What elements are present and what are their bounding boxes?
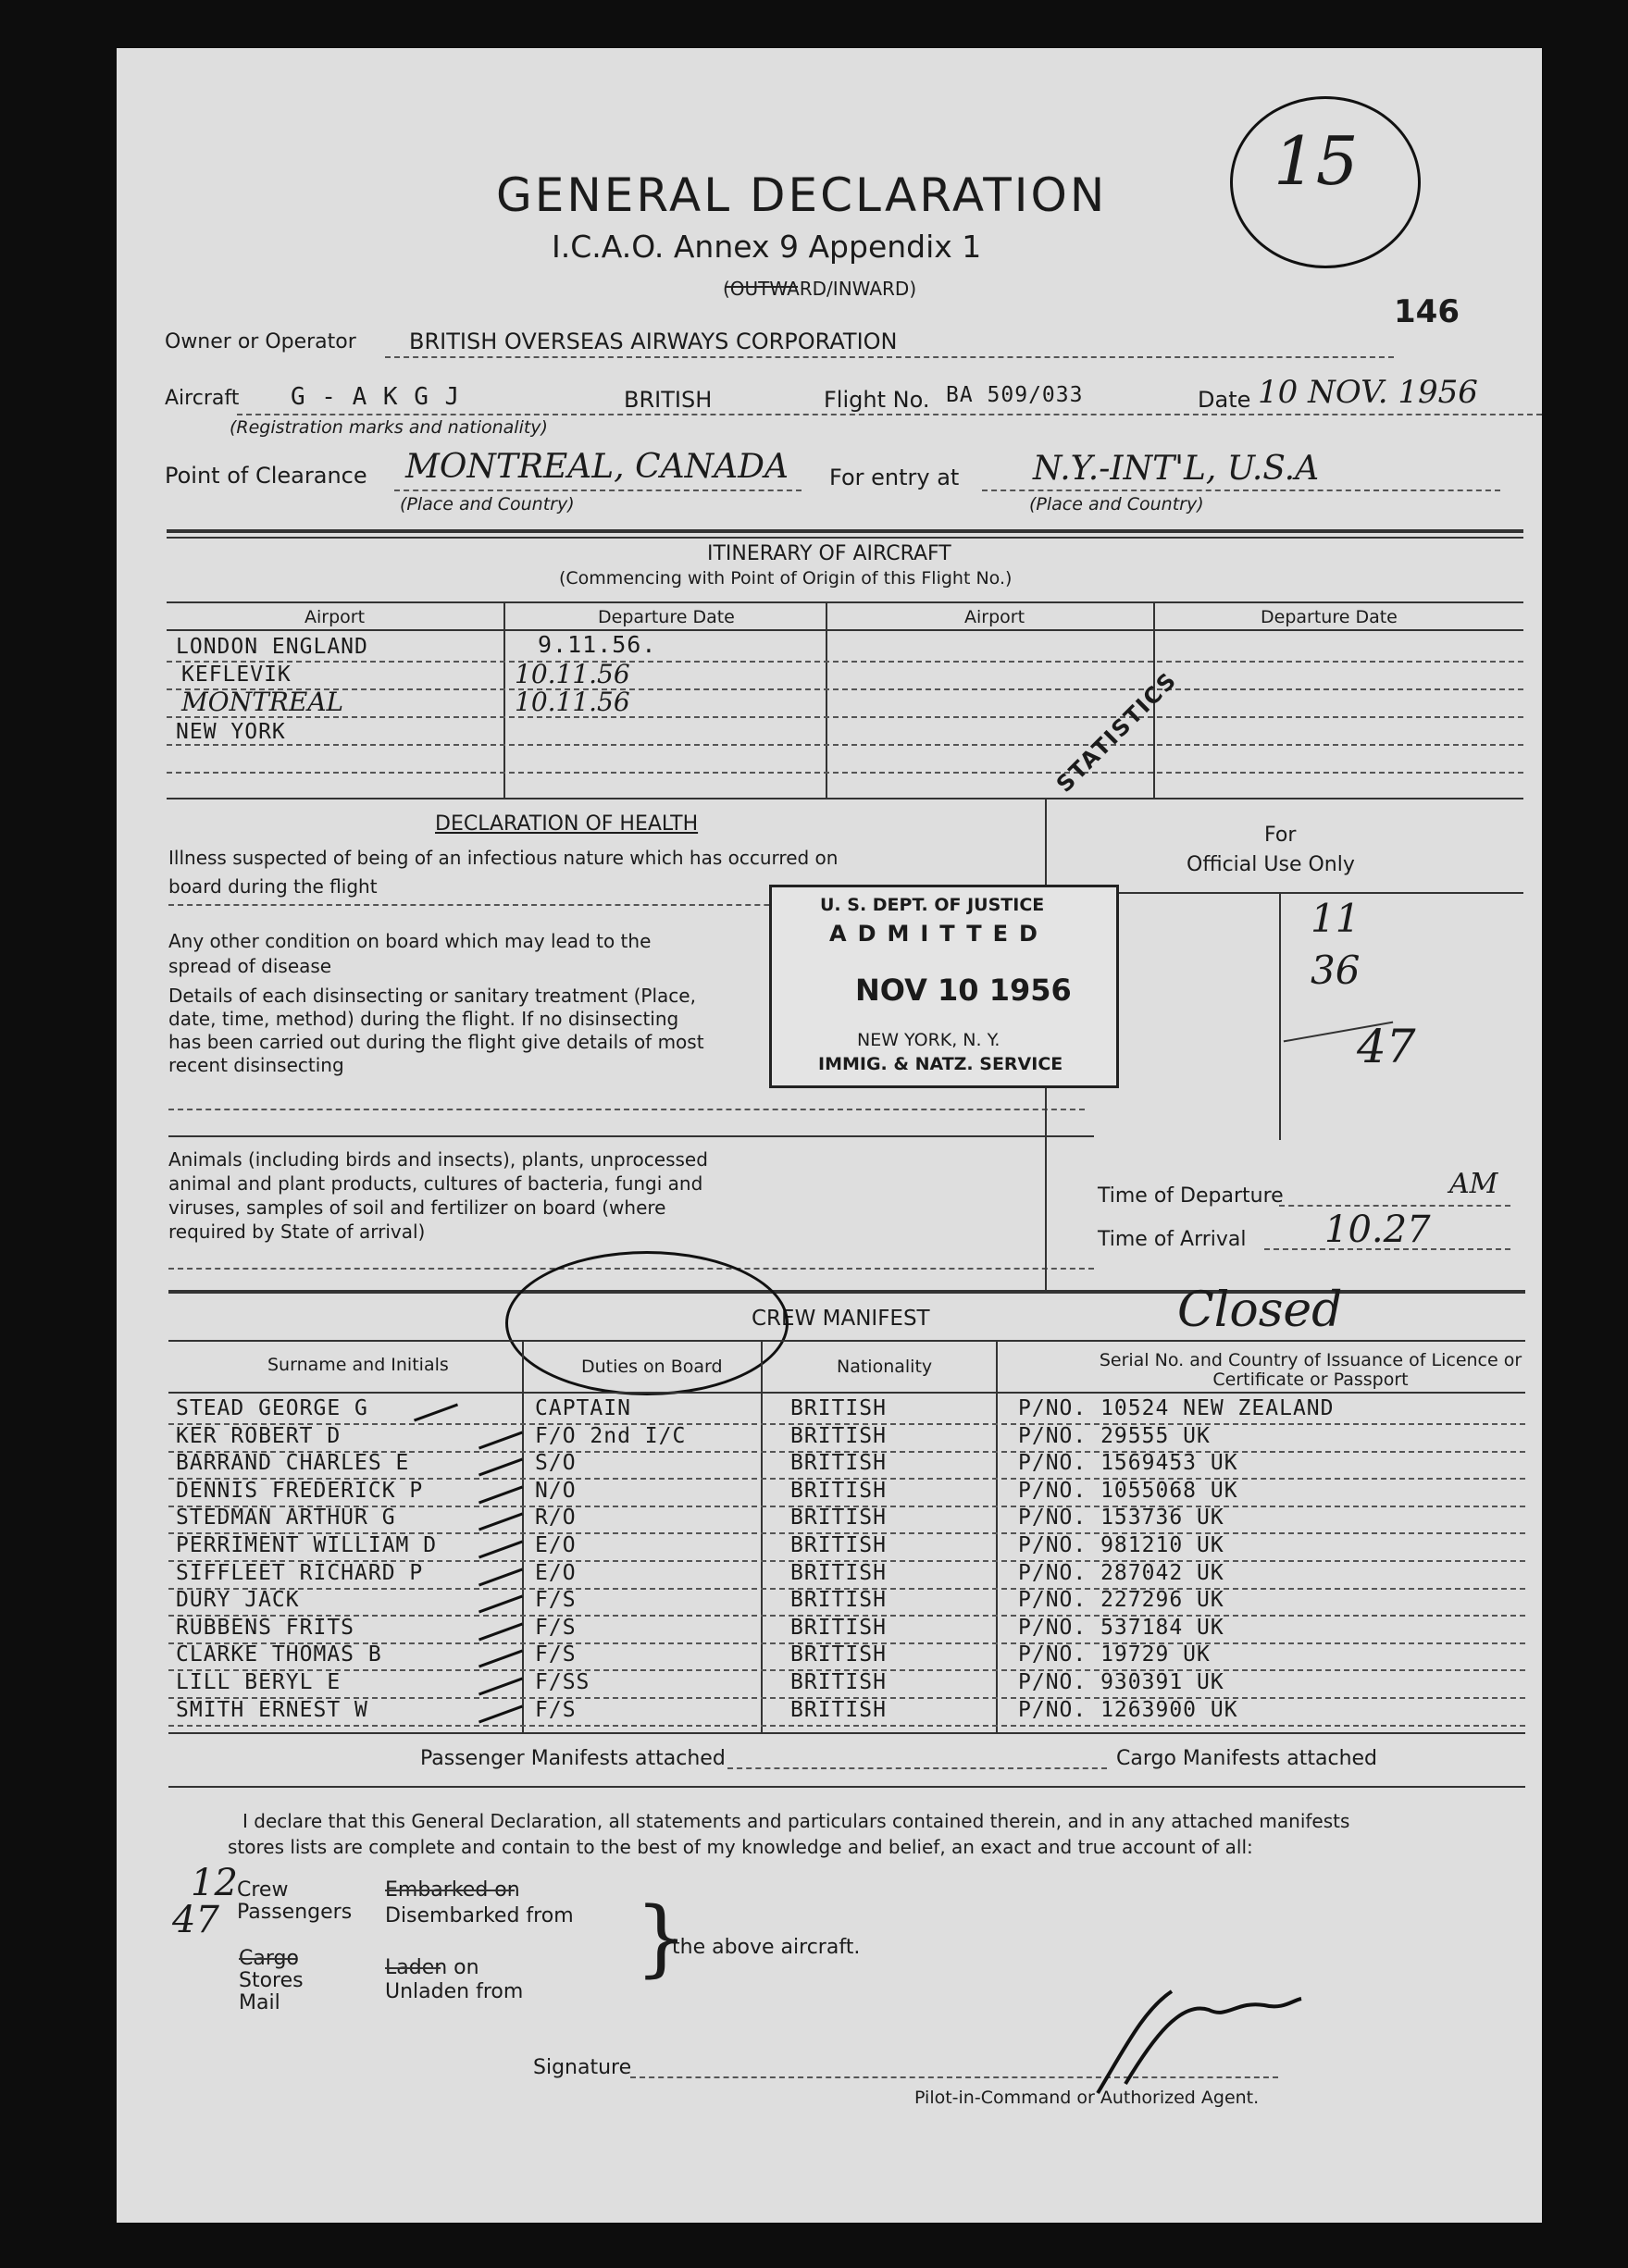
stamp-line-4: IMMIG. & NATZ. SERVICE	[818, 1054, 1063, 1074]
itinerary-top-rule-2	[167, 537, 1523, 539]
crew-duty: F/S	[535, 1588, 577, 1613]
itinerary-airport-1: LONDON ENGLAND	[176, 635, 368, 659]
itinerary-date-3: 10.11.56	[515, 687, 630, 717]
owner-label: Owner or Operator	[165, 330, 356, 353]
declaration-line-1: I declare that this General Declaration, all statements and particulars contained therein, and in any attached manifests	[242, 1810, 1350, 1832]
manifests-line	[727, 1767, 1107, 1769]
health-rule	[168, 1135, 1094, 1137]
embarked-label: Embarked on	[385, 1878, 520, 1902]
itinerary-line-1	[167, 661, 1523, 663]
itinerary-subtitle: (Commencing with Point of Origin of this Flight No.)	[559, 568, 1013, 589]
crew-name: RUBBENS FRITS	[176, 1615, 355, 1640]
official-label-1: For	[1264, 824, 1297, 847]
crew-serial: P/NO. 537184 UK	[1018, 1615, 1224, 1640]
crew-check-mark	[478, 1595, 523, 1614]
health-title: DECLARATION OF HEALTH	[435, 812, 699, 836]
crew-name: KER ROBERT D	[176, 1423, 342, 1448]
aircraft-nationality: BRITISH	[624, 387, 713, 413]
official-note-2: 36	[1311, 948, 1361, 993]
crew-name: LILL BERYL E	[176, 1670, 342, 1694]
itinerary-date-2: 10.11.56	[515, 659, 630, 689]
arrival-time-label: Time of Arrival	[1098, 1228, 1247, 1251]
stamp-line-3: NEW YORK, N. Y.	[857, 1030, 1000, 1050]
crew-duty: F/S	[535, 1615, 577, 1640]
crew-duty: F/O 2nd I/C	[535, 1423, 687, 1448]
crew-name: CLARKE THOMAS B	[176, 1642, 382, 1667]
clearance-value: MONTREAL, CANADA	[405, 448, 789, 486]
declaration-line-2: stores lists are complete and contain to the best of my knowledge and belief, an exact and true account of all:	[228, 1836, 1253, 1858]
crew-bottom-rule	[168, 1732, 1525, 1734]
crew-check-mark	[478, 1568, 523, 1586]
stores-label: Stores	[239, 1969, 304, 1992]
declaration-form	[117, 48, 1542, 2223]
itinerary-divider-2	[826, 601, 827, 798]
crew-nationality: BRITISH	[790, 1670, 887, 1694]
crew-name: SMITH ERNEST W	[176, 1697, 368, 1722]
crew-duty: E/O	[535, 1533, 577, 1557]
crew-nationality: BRITISH	[790, 1506, 887, 1531]
crew-serial: P/NO. 1569453 UK	[1018, 1451, 1238, 1476]
flight-number: BA 509/033	[946, 383, 1084, 407]
passenger-manifests: Passenger Manifests attached	[420, 1747, 726, 1770]
stamp-admitted: ADMITTED	[829, 921, 1049, 947]
entry-label: For entry at	[829, 465, 960, 490]
crew-serial: P/NO. 287042 UK	[1018, 1560, 1224, 1585]
manifests-rule	[168, 1786, 1525, 1788]
disembarked-label: Disembarked from	[385, 1904, 574, 1927]
crew-serial: P/NO. 981210 UK	[1018, 1533, 1224, 1557]
crew-name: BARRAND CHARLES E	[176, 1451, 410, 1476]
cargo-manifests: Cargo Manifests attached	[1116, 1747, 1378, 1770]
stamp-date: NOV 10 1956	[855, 973, 1072, 1008]
crew-duty: N/O	[535, 1478, 577, 1503]
crew-nationality: BRITISH	[790, 1560, 887, 1585]
clearance-line	[394, 490, 802, 491]
crew-col-duty: Duties on Board	[581, 1357, 723, 1377]
crew-nationality: BRITISH	[790, 1697, 887, 1722]
crew-title: CREW MANIFEST	[752, 1307, 930, 1331]
crew-row-line	[168, 1725, 1525, 1727]
health-illness: Illness suspected of being of an infectious nature which has occurred on board during the flight	[168, 847, 839, 898]
flight-date: 10 NOV. 1956	[1258, 374, 1478, 411]
official-rule	[1051, 892, 1523, 894]
official-note-1: 11	[1311, 896, 1361, 941]
crew-divider-3	[996, 1340, 998, 1732]
strike-outward	[726, 286, 798, 288]
crew-duty: F/S	[535, 1642, 577, 1667]
crew-serial: P/NO. 19729 UK	[1018, 1642, 1211, 1667]
passengers-label: Passengers	[237, 1901, 353, 1924]
crew-name: PERRIMENT WILLIAM D	[176, 1533, 438, 1557]
owner-line	[385, 356, 1394, 358]
crew-label: Crew	[237, 1878, 289, 1902]
itinerary-airport-2: KEFLEVIK	[181, 663, 292, 687]
form-subtitle: I.C.A.O. Annex 9 Appendix 1	[552, 229, 982, 265]
cargo-strike	[239, 1958, 296, 1960]
crew-check-mark	[478, 1485, 523, 1504]
signature-sub: Pilot-in-Command or Authorized Agent.	[914, 2088, 1260, 2108]
cargo-label: Cargo	[239, 1947, 299, 1970]
crew-serial: P/NO. 930391 UK	[1018, 1670, 1224, 1694]
clearance-label: Point of Clearance	[165, 463, 367, 489]
itinerary-bottom-rule	[167, 798, 1523, 799]
aircraft-sub-label: (Registration marks and nationality)	[230, 417, 548, 438]
closed-note: Closed	[1177, 1283, 1343, 1338]
owner-value: BRITISH OVERSEAS AIRWAYS CORPORATION	[409, 328, 898, 354]
crew-duty: S/O	[535, 1451, 577, 1476]
flight-label: Flight No.	[824, 387, 930, 413]
itinerary-header-rule	[167, 601, 1523, 603]
crew-nationality: BRITISH	[790, 1533, 887, 1557]
crew-serial: P/NO. 10524 NEW ZEALAND	[1018, 1396, 1335, 1420]
clearance-sub: (Place and Country)	[400, 494, 575, 514]
health-line-2	[168, 1109, 1085, 1110]
crew-nationality: BRITISH	[790, 1396, 887, 1420]
crew-serial: P/NO. 29555 UK	[1018, 1423, 1211, 1448]
crew-check-mark	[414, 1404, 458, 1422]
crew-col-name: Surname and Initials	[267, 1355, 449, 1375]
departure-time-line	[1279, 1205, 1510, 1207]
document-number: 146	[1394, 293, 1460, 330]
crew-name: DURY JACK	[176, 1588, 300, 1613]
crew-top-rule	[168, 1340, 1525, 1342]
aircraft-registration: G - A K G J	[291, 383, 461, 411]
itinerary-airport-3: MONTREAL	[181, 687, 344, 717]
circled-number: 15	[1274, 122, 1359, 200]
itinerary-col-airport: Airport	[304, 607, 366, 627]
laden-label: Laden on	[385, 1956, 479, 1979]
itinerary-col-departure-2: Departure Date	[1261, 607, 1398, 627]
health-disinsect: Details of each disinsecting or sanitary treatment (Place, date, time, method) during the flight. If no disinsecting has been carried out during the flight give details of most recent disinsecting	[168, 985, 704, 1076]
crew-nationality: BRITISH	[790, 1478, 887, 1503]
official-label-2: Official Use Only	[1187, 853, 1355, 876]
unladen-label: Unladen from	[385, 1980, 524, 2003]
crew-serial: P/NO. 227296 UK	[1018, 1588, 1224, 1613]
crew-serial: P/NO. 153736 UK	[1018, 1506, 1224, 1531]
date-label: Date	[1198, 387, 1251, 413]
crew-count: 12	[191, 1862, 238, 1904]
passenger-count: 47	[172, 1899, 219, 1941]
itinerary-line-4	[167, 744, 1523, 746]
crew-duty: F/SS	[535, 1670, 590, 1694]
itinerary-line-3	[167, 716, 1523, 718]
itinerary-col-departure: Departure Date	[598, 607, 735, 627]
signature-scrawl	[1088, 1973, 1311, 2102]
admitted-stamp	[769, 885, 1119, 1088]
crew-check-mark	[478, 1678, 523, 1696]
departure-time: AM	[1449, 1168, 1498, 1200]
crew-duty: F/S	[535, 1697, 577, 1722]
itinerary-date-1: 9.11.56.	[538, 631, 657, 658]
crew-nationality: BRITISH	[790, 1642, 887, 1667]
crew-divider-1	[522, 1340, 524, 1732]
itinerary-col-rule	[167, 629, 1523, 631]
crew-check-mark	[478, 1704, 523, 1723]
above-aircraft: the above aircraft.	[672, 1936, 861, 1959]
entry-sub: (Place and Country)	[1029, 494, 1204, 514]
crew-duty: R/O	[535, 1506, 577, 1531]
laden-strike	[385, 1967, 441, 1969]
crew-col-nationality: Nationality	[837, 1357, 933, 1377]
signature-label: Signature	[533, 2056, 632, 2079]
crew-nationality: BRITISH	[790, 1423, 887, 1448]
brace: }	[635, 1890, 689, 1987]
itinerary-divider-1	[503, 601, 505, 798]
crew-check-mark	[478, 1513, 523, 1531]
crew-nationality: BRITISH	[790, 1451, 887, 1476]
itinerary-top-rule	[167, 529, 1523, 533]
health-animals: Animals (including birds and insects), plants, unprocessed animal and plant products, cultures of bacteria, fungi and viruses, samples of soil and fertilizer on board (where required by State of arrival)	[168, 1148, 708, 1243]
aircraft-line	[237, 414, 1542, 415]
crew-check-mark	[478, 1458, 523, 1477]
itinerary-line-5	[167, 772, 1523, 774]
entry-value: N.Y.-INT'L, U.S.A	[1033, 450, 1320, 488]
mail-label: Mail	[239, 1991, 280, 2014]
crew-nationality: BRITISH	[790, 1588, 887, 1613]
crew-duty: E/O	[535, 1560, 577, 1585]
crew-check-mark	[478, 1541, 523, 1559]
crew-name: DENNIS FREDERICK P	[176, 1478, 424, 1503]
embarked-strike	[385, 1890, 515, 1891]
departure-time-label: Time of Departure	[1098, 1184, 1284, 1208]
crew-duty: CAPTAIN	[535, 1396, 631, 1420]
itinerary-airport-4: NEW YORK	[176, 720, 286, 744]
entry-line	[982, 490, 1500, 491]
arrival-time: 10.27	[1324, 1208, 1431, 1251]
official-inner-divider	[1279, 892, 1281, 1140]
stamp-line-1: U. S. DEPT. OF JUSTICE	[820, 895, 1045, 915]
crew-header-rule	[168, 1392, 1525, 1394]
crew-check-mark	[478, 1650, 523, 1668]
crew-serial: P/NO. 1263900 UK	[1018, 1697, 1238, 1722]
crew-nationality: BRITISH	[790, 1615, 887, 1640]
crew-name: STEAD GEORGE G	[176, 1396, 368, 1420]
direction-label: (OUTWARD/INWARD)	[723, 278, 917, 300]
crew-check-mark	[478, 1622, 523, 1641]
statistics-stamp: STATISTICS	[1051, 666, 1183, 798]
itinerary-title: ITINERARY OF AIRCRAFT	[707, 542, 951, 565]
crew-divider-2	[761, 1340, 763, 1732]
crew-name: SIFFLEET RICHARD P	[176, 1560, 424, 1585]
crew-col-serial: Serial No. and Country of Issuance of Licence or Certificate or Passport	[1099, 1350, 1522, 1390]
official-note-3: 47	[1357, 1020, 1416, 1073]
itinerary-col-airport-2: Airport	[964, 607, 1025, 627]
crew-check-mark	[478, 1431, 523, 1449]
aircraft-label: Aircraft	[165, 387, 240, 410]
itinerary-line-2	[167, 688, 1523, 690]
crew-name: STEDMAN ARTHUR G	[176, 1506, 396, 1531]
crew-serial: P/NO. 1055068 UK	[1018, 1478, 1238, 1503]
form-title: GENERAL DECLARATION	[496, 168, 1108, 222]
health-other: Any other condition on board which may lead to the spread of disease	[168, 930, 652, 977]
